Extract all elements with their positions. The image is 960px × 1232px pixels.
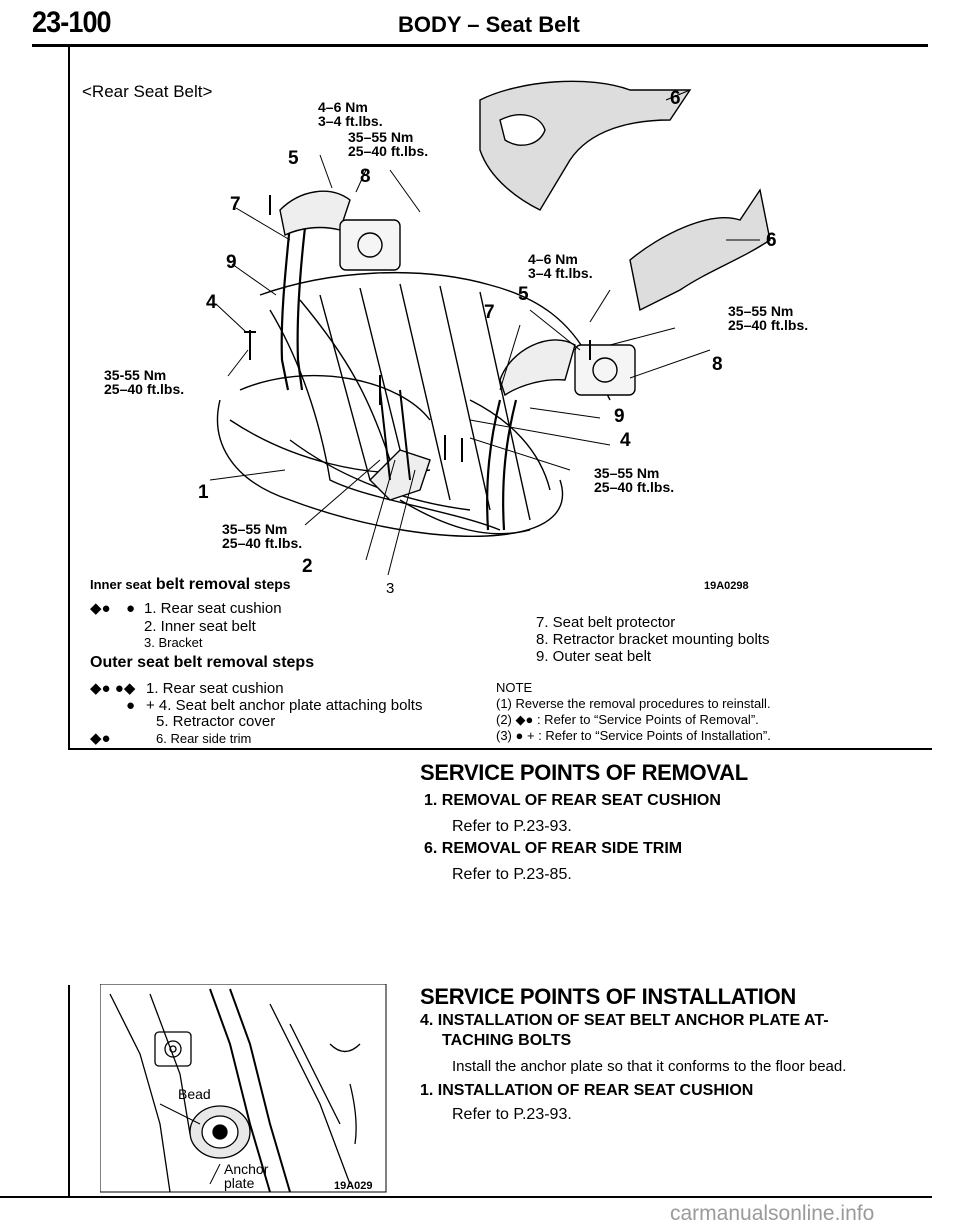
callout-7: 7	[230, 194, 241, 215]
rear-seat-belt-diagram	[70, 60, 830, 600]
outer-steps-symbol-3: ◆●	[90, 730, 111, 747]
outer-steps-symbol-2: ●	[126, 697, 136, 714]
detail-figure-code: 19A029	[334, 1180, 373, 1192]
callout-5: 5	[288, 148, 299, 169]
outer-step-item: 8. Retractor bracket mounting bolts	[536, 631, 770, 648]
section-divider	[68, 748, 932, 750]
service-removal-item: 1. REMOVAL OF REAR SEAT CUSHION	[424, 792, 721, 809]
service-removal-heading: SERVICE POINTS OF REMOVAL	[420, 760, 748, 785]
note-title: NOTE	[496, 680, 533, 695]
callout-3: 3	[386, 580, 395, 597]
callout-9b: 9	[614, 406, 625, 427]
page-title: BODY – Seat Belt	[398, 12, 580, 37]
callout-7b: 7	[484, 302, 495, 323]
note-line: (2) ◆● : Refer to “Service Points of Removal”.	[496, 712, 759, 727]
callout-8: 8	[360, 166, 371, 187]
outer-step-item: 6. Rear side trim	[156, 731, 252, 746]
torque-left-4: 35-55 Nm 25–40 ft.lbs.	[104, 367, 185, 397]
service-installation-item-cont: TACHING BOLTS	[442, 1032, 572, 1049]
header-rule	[32, 44, 928, 47]
inner-steps-symbol-1: ◆●	[90, 600, 111, 617]
inner-step-item: 3. Bracket	[144, 635, 203, 650]
section-label: <Rear Seat Belt>	[82, 82, 213, 101]
torque-right-8: 35–55 Nm 25–40 ft.lbs.	[728, 303, 809, 333]
torque-bottom-1: 35–55 Nm 25–40 ft.lbs.	[222, 521, 303, 551]
label-bead: Bead	[178, 1086, 211, 1102]
footer-watermark: carmanualsonline.info	[670, 1202, 875, 1225]
note-line: (1) Reverse the removal procedures to reinstall.	[496, 696, 771, 711]
outer-step-item: 9. Outer seat belt	[536, 648, 652, 665]
callout-8b: 8	[712, 354, 723, 375]
service-removal-ref: Refer to P.23-85.	[452, 866, 572, 883]
service-removal-ref: Refer to P.23-93.	[452, 818, 572, 835]
page-number: 23-100	[32, 6, 111, 39]
callout-1: 1	[198, 482, 209, 503]
torque-right-4: 35–55 Nm 25–40 ft.lbs.	[594, 465, 675, 495]
outer-step-item: + 4. Seat belt anchor plate attaching bolts	[146, 697, 423, 714]
outer-step-item: 7. Seat belt protector	[536, 614, 676, 631]
outer-steps-symbol-1: ◆● ●◆	[90, 680, 136, 697]
torque-large-a: 35–55 Nm 25–40 ft.lbs.	[348, 129, 429, 159]
torque-small-a: 4–6 Nm 3–4 ft.lbs.	[318, 99, 383, 129]
service-installation-heading: SERVICE POINTS OF INSTALLATION	[420, 984, 797, 1009]
note-line: (3) ● + : Refer to “Service Points of Installation”.	[496, 728, 771, 743]
outer-step-item: 5. Retractor cover	[156, 713, 276, 730]
footer-rule	[0, 1196, 932, 1198]
callout-4: 4	[206, 292, 217, 313]
detail-figure-left-rule	[68, 985, 70, 1197]
service-installation-text: Install the anchor plate so that it conforms to the floor bead.	[452, 1058, 847, 1075]
service-installation-item: 4. INSTALLATION OF SEAT BELT ANCHOR PLATE AT-	[420, 1012, 829, 1029]
callout-6: 6	[670, 88, 681, 109]
inner-steps-symbol-2: ●	[126, 600, 136, 617]
callout-9: 9	[226, 252, 237, 273]
service-installation-item: 1. INSTALLATION OF REAR SEAT CUSHION	[420, 1082, 754, 1099]
label-anchor-plate: Anchor plate	[224, 1161, 269, 1191]
inner-step-item: 1. Rear seat cushion	[144, 600, 282, 617]
figure-code: 19A0298	[704, 580, 749, 592]
callout-5b: 5	[518, 284, 529, 305]
service-installation-ref: Refer to P.23-93.	[452, 1106, 572, 1123]
inner-steps-title: Inner seat belt removal steps	[90, 576, 291, 593]
service-removal-item: 6. REMOVAL OF REAR SIDE TRIM	[424, 840, 683, 857]
callout-2: 2	[302, 556, 313, 577]
outer-steps-title: Outer seat belt removal steps	[90, 654, 315, 671]
inner-step-item: 2. Inner seat belt	[144, 618, 256, 635]
outer-step-item: 1. Rear seat cushion	[146, 680, 284, 697]
callout-4b: 4	[620, 430, 631, 451]
torque-small-b: 4–6 Nm 3–4 ft.lbs.	[528, 251, 593, 281]
callout-6b: 6	[766, 230, 777, 251]
